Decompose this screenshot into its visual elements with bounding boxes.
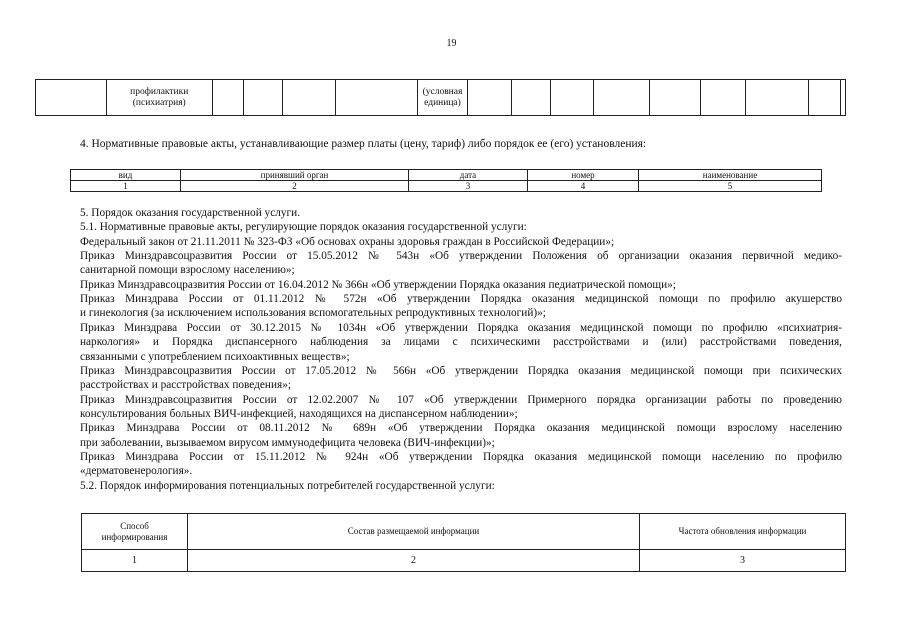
table-cell xyxy=(282,80,335,116)
top-table xyxy=(35,79,846,116)
section-5-1-title: 5.1. Нормативные правовые акты, регулирующие порядок оказания государственной услуги: xyxy=(80,221,527,233)
normative-acts-table xyxy=(70,169,822,192)
text-line: расстройствах и расстройствах поведения»; xyxy=(80,379,291,391)
table-cell xyxy=(594,80,650,116)
table-cell xyxy=(745,80,808,116)
text-line: санитарной помощи взрослому населению»; xyxy=(80,264,295,276)
column-header: Частота обновления информации xyxy=(640,514,846,550)
table-cell xyxy=(36,80,107,116)
text-line: Федеральный закон от 21.11.2011 № 323-ФЗ «Об основах охраны здоровья граждан в Российской Федерации»; xyxy=(80,236,615,248)
page-number: 19 xyxy=(446,38,457,49)
text-line: консультирования больных ВИЧ-инфекцией, находящихся на диспансерном наблюдении»; xyxy=(80,408,518,420)
column-header: номер xyxy=(528,170,639,181)
column-number: 2 xyxy=(181,181,409,192)
column-header: наименование xyxy=(639,170,822,181)
column-number: 1 xyxy=(82,550,188,572)
column-header: дата xyxy=(409,170,528,181)
column-number: 4 xyxy=(528,181,639,192)
section-4-heading: 4. Нормативные правовые акты, устанавливающие размер платы (цену, тариф) либо порядок ее (его) установления: xyxy=(80,138,647,150)
column-header: вид xyxy=(71,170,181,181)
column-header: Состав размещаемой информации xyxy=(188,514,640,550)
column-number: 1 xyxy=(71,181,181,192)
column-number: 3 xyxy=(409,181,528,192)
table-cell: профилактики (психиатрия) xyxy=(106,80,212,116)
text-line: Приказ Минздравсоцразвития России от 17.05.2012 № 566н «Об утверждении Порядка оказания медицинской помощи при психических xyxy=(80,365,842,377)
column-number: 3 xyxy=(640,550,846,572)
column-number: 2 xyxy=(188,550,640,572)
text-line: и гинекология (за исключением использования вспомогательных репродуктивных технологий)»; xyxy=(80,307,546,319)
table-cell: (условная единица) xyxy=(418,80,468,116)
column-header: Способ информирования xyxy=(82,514,188,550)
text-line: Приказ Минздравсоцразвития России от 15.05.2012 № 543н «Об утверждении Положения об организации оказания первичной медико- xyxy=(80,250,842,262)
text-line: Приказ Минздравсоцразвития России от 16.04.2012 № 366н «Об утверждении Порядка оказания педиатрической помощи»; xyxy=(80,279,676,291)
table-cell xyxy=(336,80,418,116)
table-cell xyxy=(511,80,550,116)
column-number: 5 xyxy=(639,181,822,192)
table-cell xyxy=(467,80,511,116)
table-cell xyxy=(212,80,243,116)
text-line: «дерматовенерология». xyxy=(80,465,193,477)
text-line: Приказ Минздрава России от 15.11.2012 № 924н «Об утверждении Порядка оказания медицинской помощи населению по профилю xyxy=(80,451,842,463)
table-cell xyxy=(808,80,840,116)
text-line: при заболевании, вызываемом вирусом иммунодефицита человека (ВИЧ-инфекции)»; xyxy=(80,437,495,449)
table-cell xyxy=(551,80,594,116)
text-line: Приказ Минздравсоцразвития России от 12.02.2007 № 107 «Об утверждении Примерного порядка организации работы по проведению xyxy=(80,394,842,406)
text-line: Приказ Минздрава России от 08.11.2012 № 689н «Об утверждении Порядка оказания медицинской помощи взрослому населению xyxy=(80,422,842,434)
column-header: принявший орган xyxy=(181,170,409,181)
informing-table xyxy=(81,513,846,572)
table-cell xyxy=(650,80,700,116)
text-line: Приказ Минздрава России от 30.12.2015 № 1034н «Об утверждении Порядка оказания медицинской помощи по профилю «психиатрия- xyxy=(80,322,842,334)
text-line: связанными с употреблением психоактивных веществ»; xyxy=(80,351,350,363)
table-cell xyxy=(243,80,282,116)
section-5-2-title: 5.2. Порядок информирования потенциальных потребителей государственной услуги: xyxy=(80,480,495,492)
text-line: наркология» и Порядка диспансерного наблюдения за лицами с психическими расстройствами и (или) расстройствами поведения, xyxy=(80,336,842,348)
table-cell xyxy=(700,80,745,116)
table-cell xyxy=(841,80,846,116)
section-5-title: 5. Порядок оказания государственной услуги. xyxy=(80,207,301,219)
text-line: Приказ Минздрава России от 01.11.2012 № 572н «Об утверждении Порядка оказания медицинской помощи по профилю акушерство xyxy=(80,293,842,305)
